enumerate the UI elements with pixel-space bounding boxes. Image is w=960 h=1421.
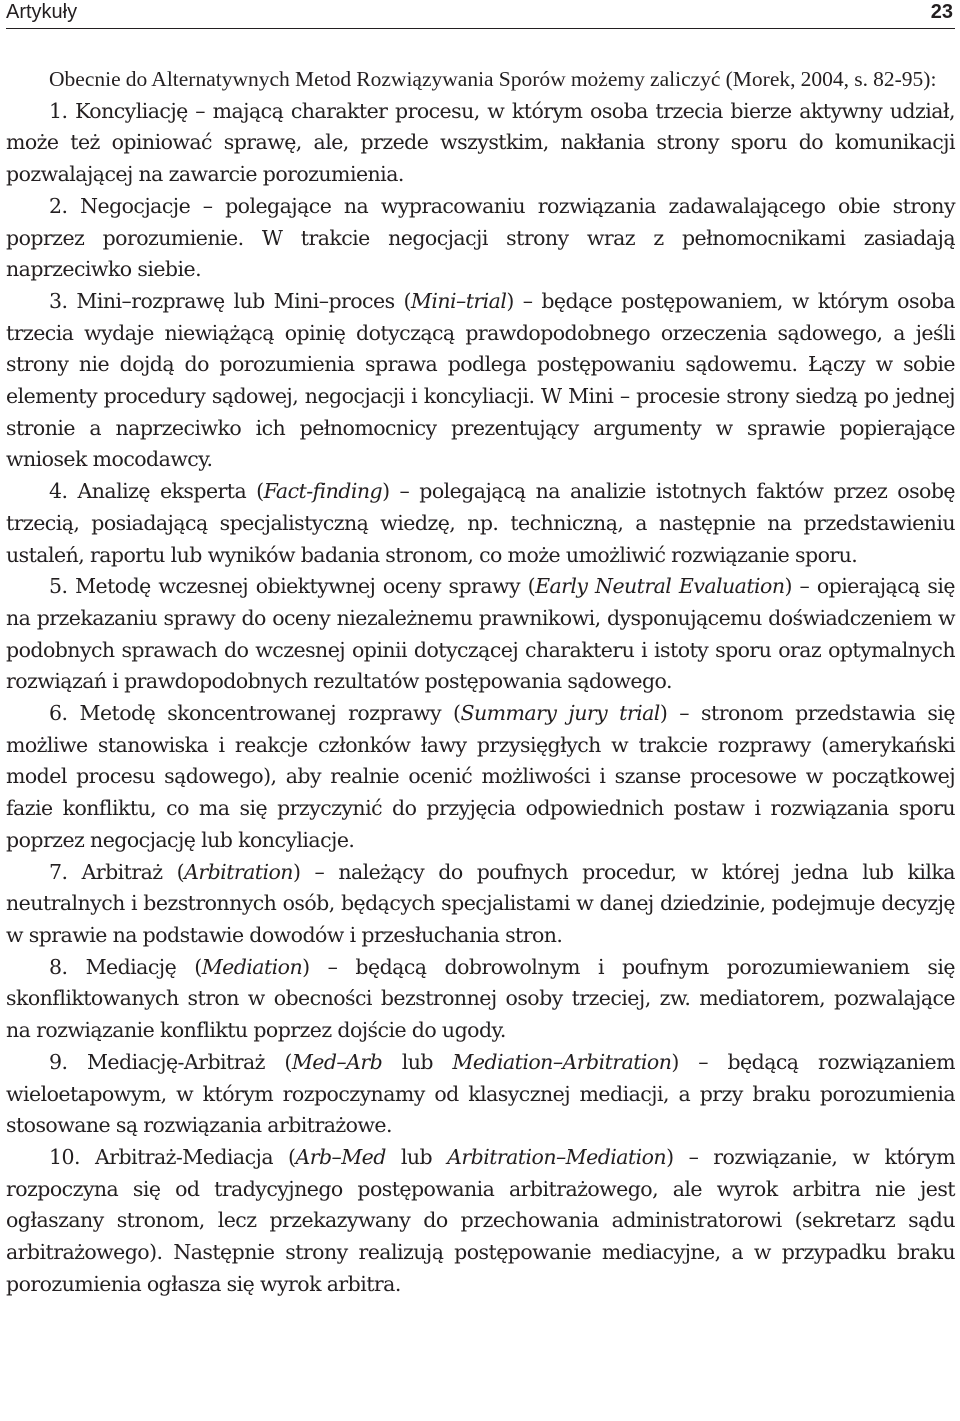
item-term: Arbitration–Mediation [447, 1144, 667, 1169]
item-term: Mediation–Arbitration [452, 1049, 672, 1074]
item-text: ) – polegającą na analizie istotnych faktów przez osobę trzecią, posiadającą specjalistyczną wiedzę, np. techniczną, a następnie na przedstawieniu ustaleń, raportu lub wyników badania stronom, co może umożliwić rozwiązanie sporu. [6, 479, 955, 567]
item-term: Mediation [201, 954, 303, 979]
item-text: ) – będące postępowaniem, w którym osoba trzecia wydaje niewiążącą opinię dotyczącą prawdopodobnego orzeczenia sądowego, a jeśli strony nie dojdą do porozumienia sprawa podlega postępowaniu sądowemu. Łączy w sobie elementy procedury sądowej, negocjacji i koncyliacji. W Mini – procesie strony siedzą po jednej stronie a naprzeciwko ich pełnomocnicy prezentujący argumenty w sprawie popierające wniosek mocodawcy. [6, 288, 955, 472]
item-text: lub [385, 1144, 448, 1169]
item-number: 2. [49, 193, 68, 218]
list-item [6, 952, 955, 1047]
item-term: Fact-finding [263, 479, 383, 504]
item-number: 8. [49, 954, 68, 979]
list-item [6, 1047, 955, 1142]
item-number: 5. [49, 574, 68, 599]
list-item [6, 698, 955, 857]
running-header [6, 0, 955, 29]
item-text: Metodę skoncentrowanej rozprawy ( [79, 701, 461, 726]
list-item [6, 191, 955, 286]
item-term: Med–Arb [291, 1049, 383, 1074]
item-text: Analizę eksperta ( [77, 479, 264, 504]
page-number: 23 [930, 1, 953, 23]
item-term: Arbitration [184, 859, 293, 884]
item-text: Mediację-Arbitraż ( [86, 1049, 292, 1074]
item-number: 9. [49, 1049, 68, 1074]
item-text: ) – będącą dobrowolnym i poufnym porozumiewaniem się skonfliktowanych stron w obecności bezstronnej osoby trzeciej, zw. mediatorem, pozwalające na rozwiązanie konfliktu poprzez dojście do ugody. [6, 954, 955, 1043]
item-term: Mini–trial [410, 288, 507, 313]
section-title: Artykuły [6, 1, 78, 23]
list-item [6, 476, 955, 571]
list-item [6, 857, 955, 952]
item-number: 10. [49, 1144, 80, 1169]
list-item [6, 286, 955, 476]
item-text: Metodę wczesnej obiektywnej oceny sprawy ( [75, 574, 536, 599]
article-body [6, 64, 955, 1300]
item-text: lub [382, 1049, 453, 1074]
item-text: Mediację ( [85, 954, 202, 979]
item-text: ) – opierającą się na przekazaniu sprawy do oceny niezależnemu prawnikowi, dysponującemu doświadczeniem w podobnych sprawach do wczesnej opinii dotyczącej charakteru i istoty sporu oraz optymalnych rozwiązań i prawdopodobnych rezultatów postępowania sądowego. [6, 574, 955, 694]
item-number: 4. [49, 479, 68, 504]
item-text: ) – rozwiązanie, w którym rozpoczyna się od tradycyjnego postępowania arbitrażowego, ale wyrok arbitra nie jest ogłaszany stronom, lecz przekazywany do przechowania administratorowi (sekretarz sądu arbitrażowego). Następnie strony realizują postępowanie mediacyjne, a w przypadku braku porozumienia ogłasza się wyrok arbitra. [6, 1144, 955, 1296]
item-text: ) – należący do poufnych procedur, w której jedna lub kilka neutralnych i bezstronnych osób, będących specjalistami w danej dziedzinie, podejmuje decyzję w sprawie na podstawie dowodów i przesłuchania stron. [6, 859, 955, 947]
item-term: Early Neutral Evaluation [535, 574, 785, 599]
intro-paragraph [6, 64, 955, 96]
item-number: 1. [49, 98, 68, 123]
list-item [6, 96, 955, 191]
list-item [6, 1142, 955, 1301]
item-text: Arbitraż ( [81, 859, 185, 884]
item-text: ) – będącą rozwiązaniem wieloetapowym, w którym rozpoczynamy od klasycznej mediacji, a przy braku porozumienia stosowane są rozwiązania arbitrażowe. [6, 1049, 955, 1138]
item-text: ) – stronom przedstawia się możliwe stanowiska i reakcje członków ławy przysięgłych w trakcie rozprawy (amerykański model procesu sądowego), aby realnie ocenić możliwości i szanse procesowe w początkowej fazie konfliktu, co ma się przyczynić do przyjęcia odpowiednich postaw i rozwiązania sporu poprzez negocjację lub koncyliacje. [6, 701, 955, 852]
item-text: Arbitraż-Mediacja ( [94, 1144, 296, 1169]
paragraph-text: Obecnie do Alternatywnych Metod Rozwiązywania Sporów możemy zaliczyć (Morek, 2004, s. 82-95): [49, 67, 937, 91]
item-text: Mini–rozprawę lub Mini–proces ( [76, 288, 411, 313]
list-item [6, 571, 955, 698]
item-term: Summary jury trial [460, 701, 660, 726]
item-number: 3. [49, 288, 68, 313]
item-term: Arb–Med [295, 1144, 386, 1169]
item-number: 6. [49, 701, 68, 726]
item-text: Koncyliację – mającą charakter procesu, w którym osoba trzecia bierze aktywny udział, może też opiniować sprawę, ale, przede wszystkim, nakłania strony sporu do komunikacji pozwalającej na zawarcie porozumienia. [6, 98, 955, 187]
item-text: Negocjacje – polegające na wypracowaniu rozwiązania zadawalającego obie strony poprzez porozumienie. W trakcie negocjacji strony wraz z pełnomocnikami zasiadają naprzeciwko siebie. [6, 193, 955, 282]
item-number: 7. [49, 859, 68, 884]
